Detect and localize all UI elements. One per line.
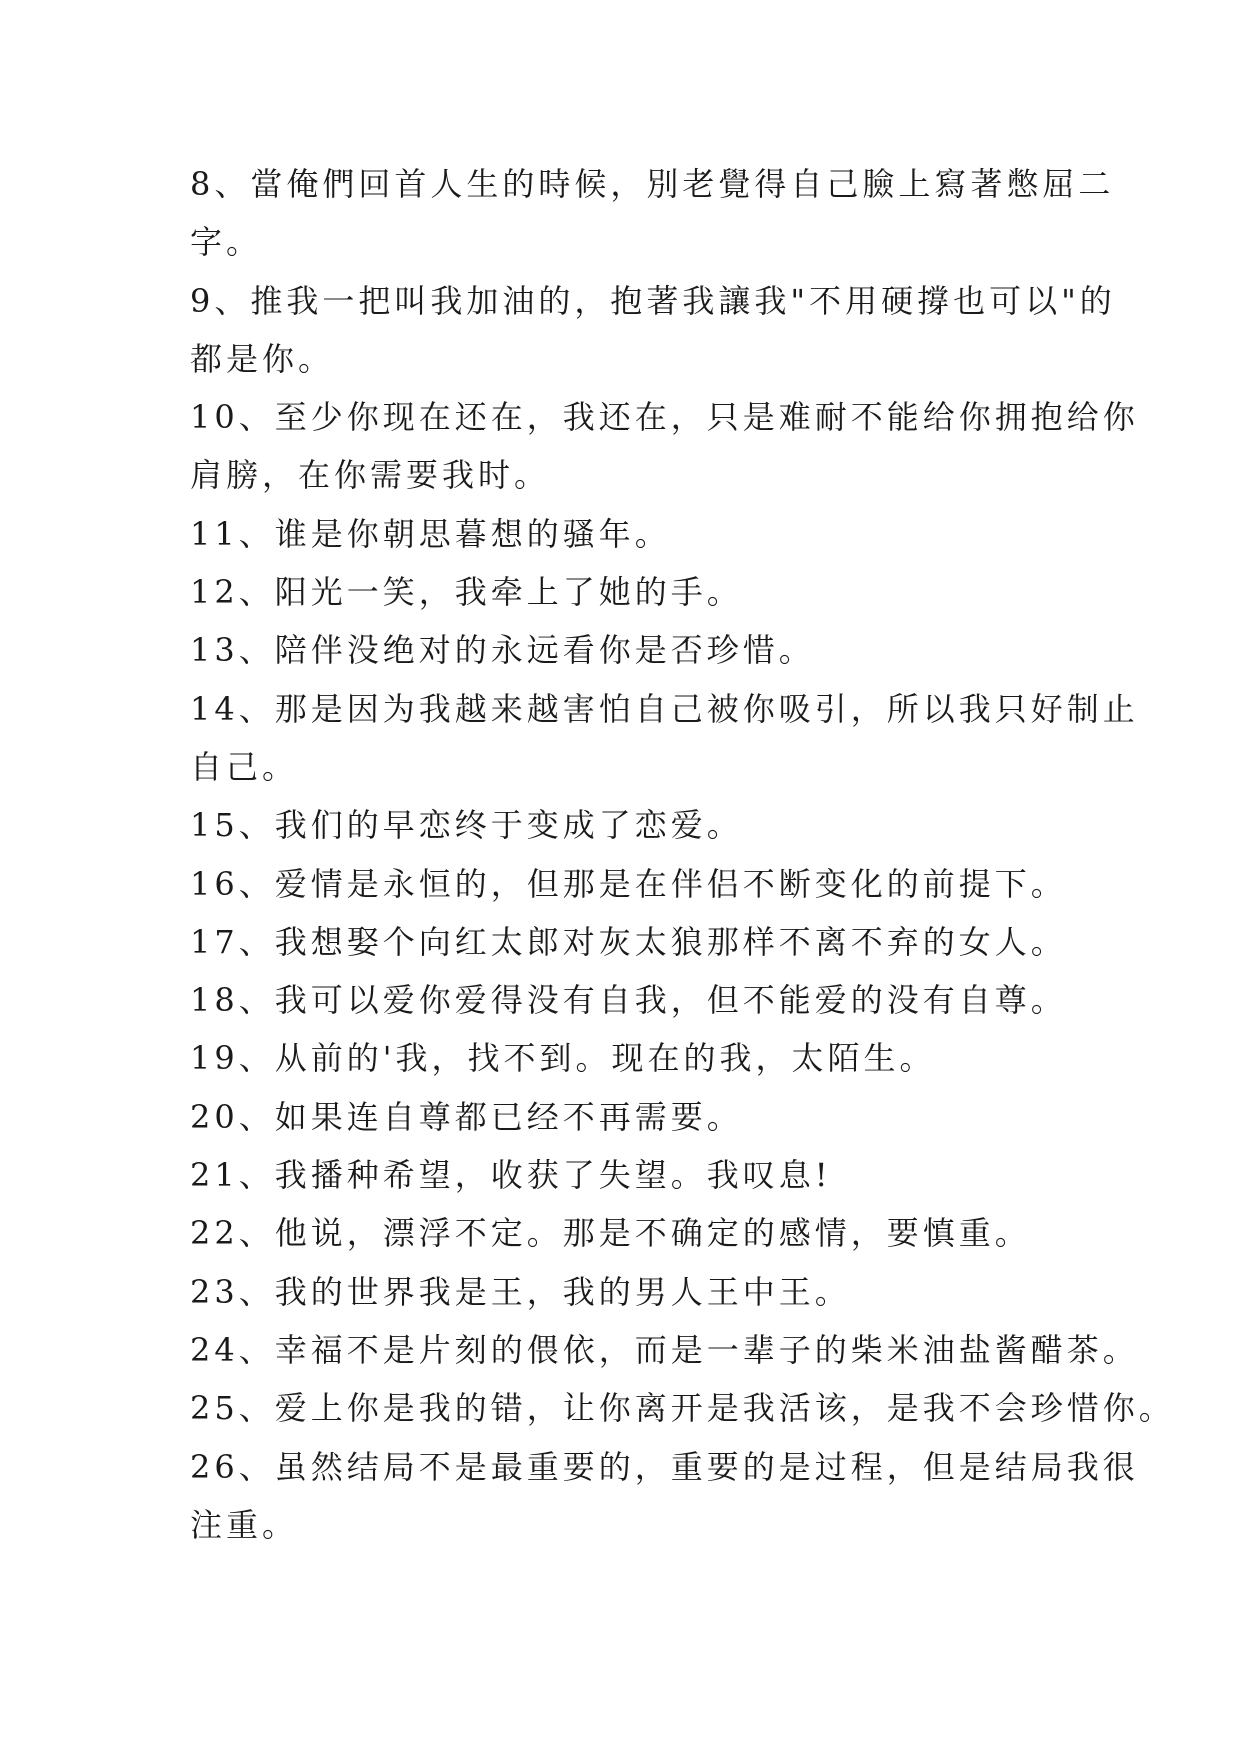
text-line: 20、如果连自尊都已经不再需要。 [190, 1097, 743, 1136]
text-line: 都是你。 [190, 339, 335, 378]
text-line: 13、陪伴没绝对的永远看你是否珍惜。 [190, 631, 815, 670]
text-line: 16、爱情是永恒的，但那是在伴侣不断变化的前提下。 [190, 864, 1067, 903]
text-line: 17、我想娶个向红太郎对灰太狼那样不离不弃的女人。 [190, 922, 1067, 961]
text-line: 自己。 [190, 747, 299, 786]
document-body [190, 155, 1175, 1554]
text-line: 26、虽然结局不是最重要的，重要的是过程，但是结局我很 [190, 1447, 1139, 1486]
text-line: 肩膀，在你需要我时。 [190, 456, 551, 495]
text-line: 23、我的世界我是王，我的男人王中王。 [190, 1272, 851, 1311]
text-line: 19、从前的'我，找不到。现在的我，太陌生。 [190, 1039, 936, 1078]
text-line: 21、我播种希望，收获了失望。我叹息! [190, 1156, 832, 1195]
text-line: 8、當俺們回首人生的時候，別老覺得自己臉上寫著憋屈二 [190, 165, 1115, 203]
text-line: 22、他说，漂浮不定。那是不确定的感情，要慎重。 [190, 1214, 1031, 1253]
text-line: 10、至少你现在还在，我还在，只是难耐不能给你拥抱给你 [190, 398, 1139, 437]
text-line: 12、阳光一笑，我牵上了她的手。 [190, 573, 743, 612]
text-line: 9、推我一把叫我加油的，抱著我讓我"不用硬撐也可以"的 [190, 281, 1116, 320]
text-line: 11、谁是你朝思暮想的骚年。 [190, 514, 671, 553]
text-line: 14、那是因为我越来越害怕自己被你吸引，所以我只好制止 [190, 689, 1139, 728]
text-line: 25、爱上你是我的错，让你离开是我活该，是我不会珍惜你。 [190, 1389, 1175, 1428]
text-line: 字。 [190, 223, 263, 262]
text-line: 15、我们的早恋终于变成了恋爱。 [190, 806, 743, 845]
text-line: 18、我可以爱你爱得没有自我，但不能爱的没有自尊。 [190, 981, 1067, 1020]
text-line: 24、幸福不是片刻的偎依，而是一辈子的柴米油盐酱醋茶。 [190, 1330, 1139, 1369]
text-line: 注重。 [190, 1505, 299, 1544]
